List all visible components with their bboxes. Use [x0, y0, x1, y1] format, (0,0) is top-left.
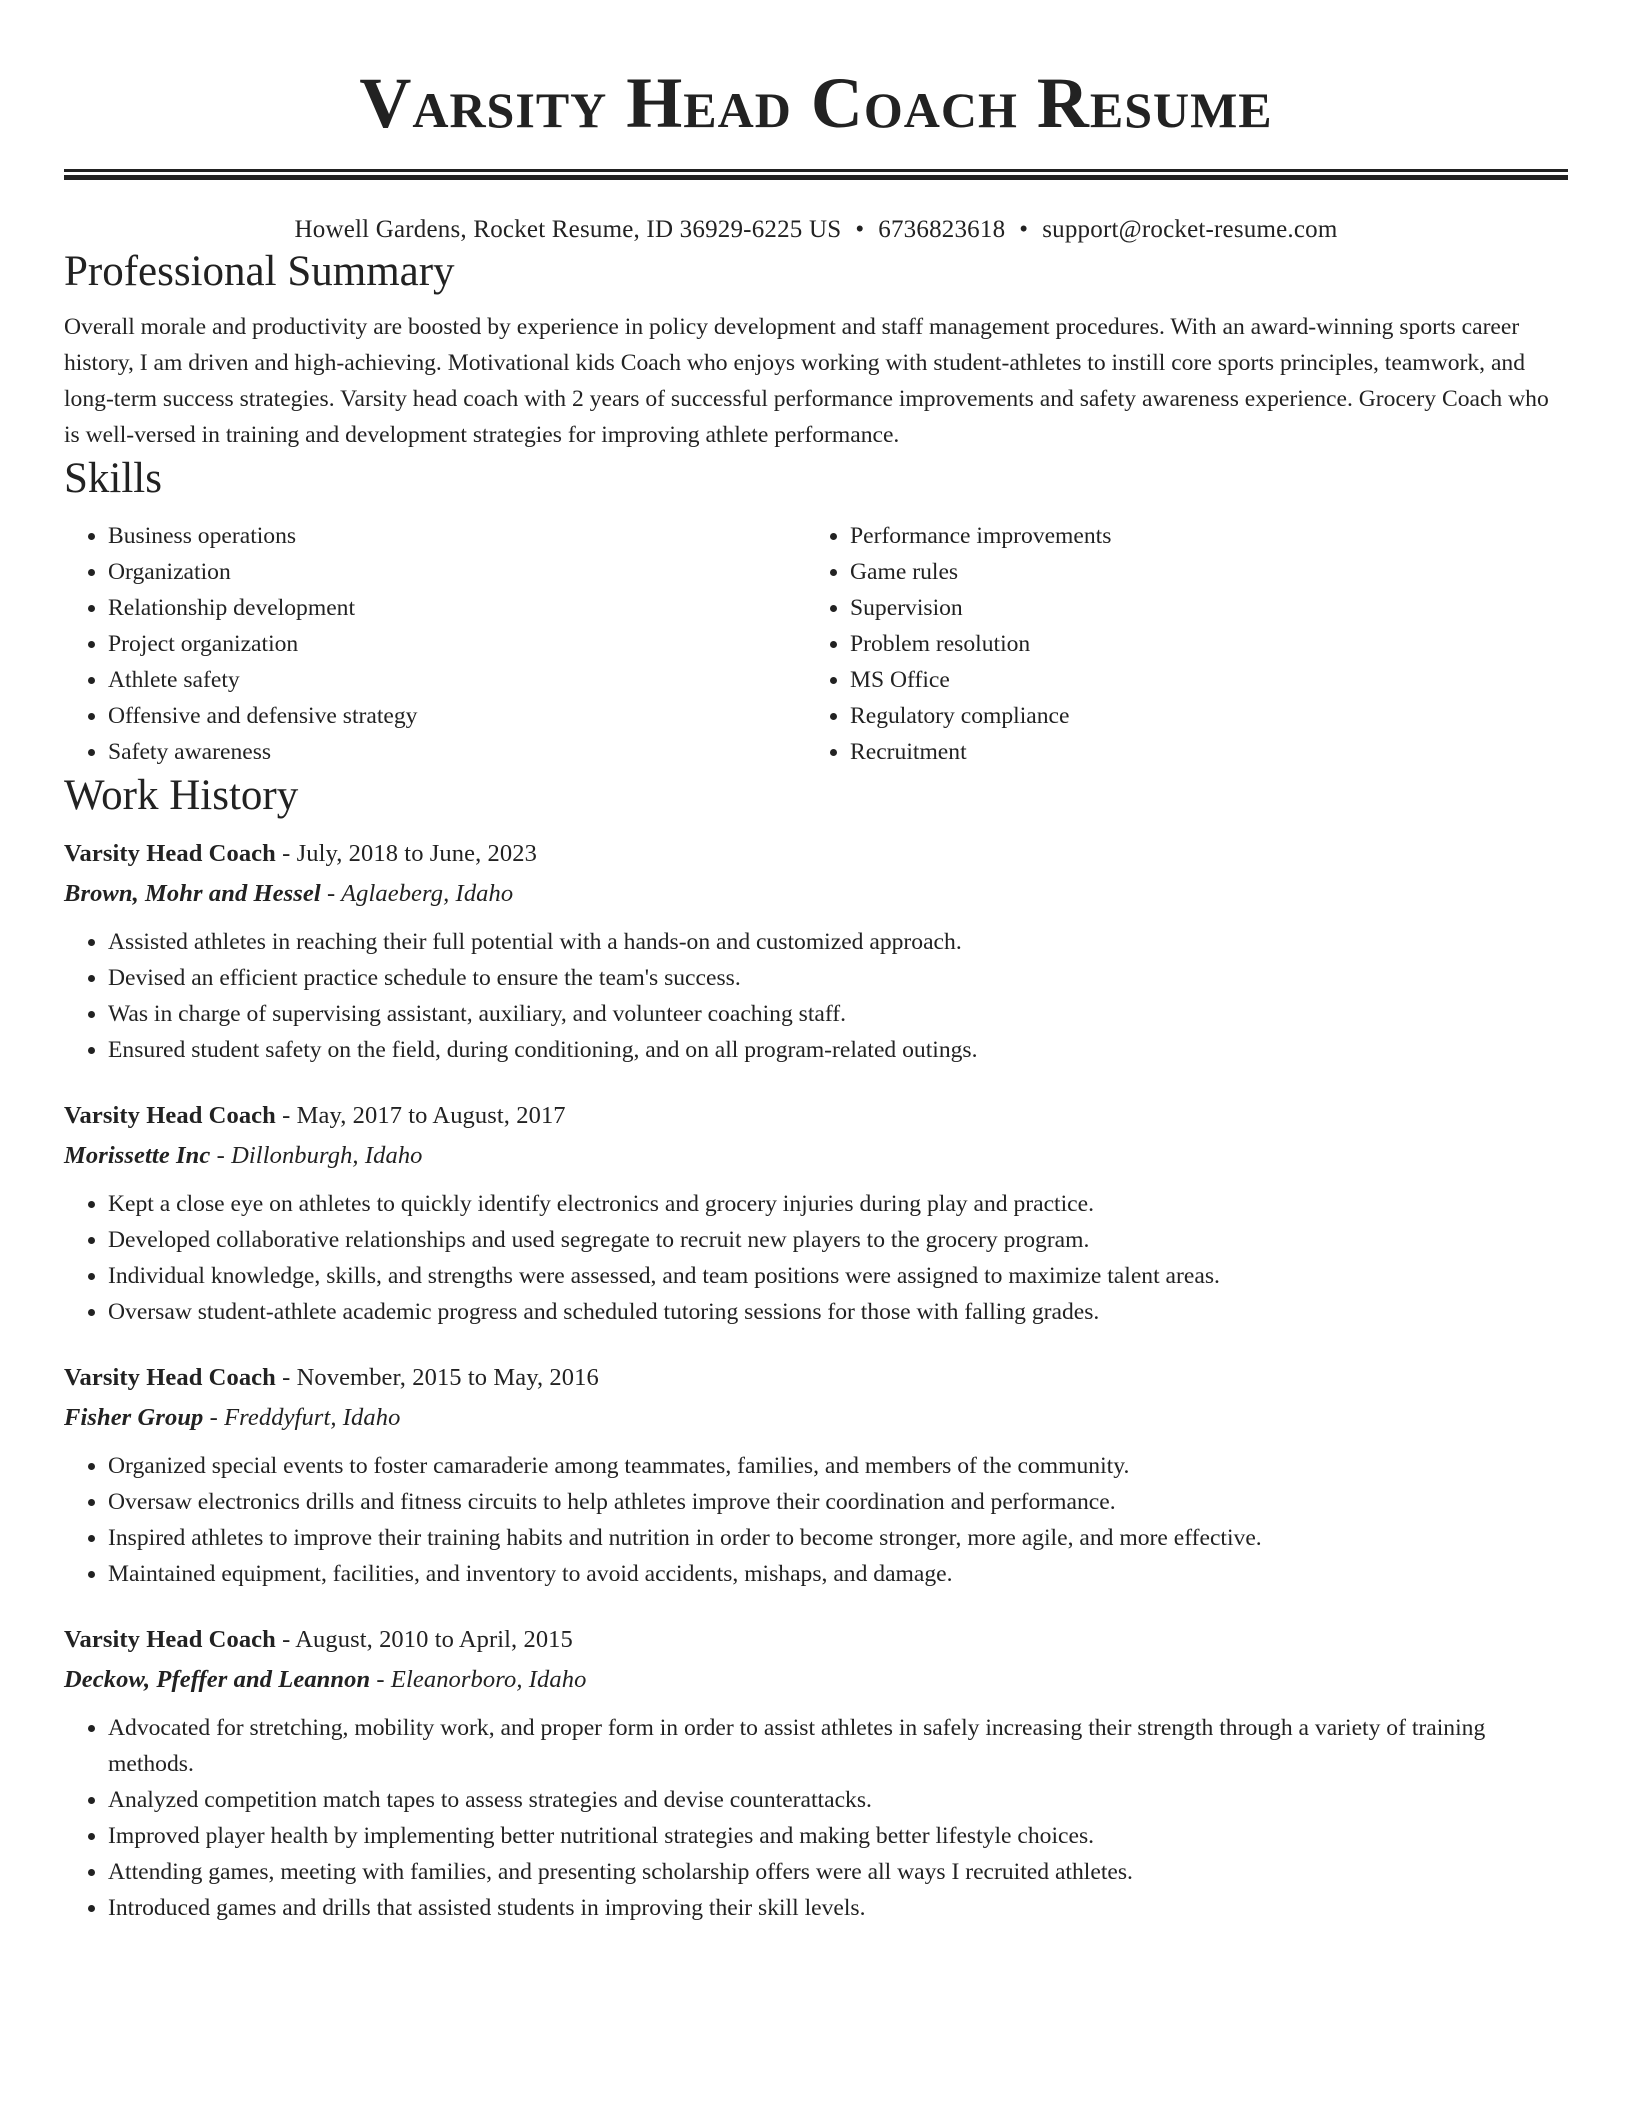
job-title: Varsity Head Coach — [64, 840, 276, 867]
job-bullets — [64, 924, 1568, 1068]
job-entry — [64, 836, 1568, 1068]
job-bullet: • Devised an efficient practice schedule to ensure the team's success. — [108, 960, 1568, 996]
job-entry — [64, 1360, 1568, 1592]
contact-email: support@rocket-resume.com — [1042, 216, 1338, 243]
skill-item: • Safety awareness — [108, 734, 806, 770]
job-entry — [64, 1622, 1568, 1926]
job-title-line — [64, 836, 1568, 872]
work-history-heading: Work History — [64, 772, 299, 819]
job-title: Varsity Head Coach — [64, 1364, 276, 1391]
job-title-line — [64, 1622, 1568, 1658]
skill-item: • Problem resolution — [850, 626, 1568, 662]
job-bullets — [64, 1186, 1568, 1330]
skill-item: • Relationship development — [108, 590, 806, 626]
job-bullet: • Oversaw electronics drills and fitness circuits to help athletes improve their coordination and performance. — [108, 1484, 1568, 1520]
job-location: - Eleanorboro, Idaho — [370, 1666, 587, 1693]
job-bullet: • Attending games, meeting with families, and presenting scholarship offers were all ways I recruited athletes. — [108, 1854, 1568, 1890]
job-bullet: • Ensured student safety on the field, during conditioning, and on all program-related outings. — [108, 1032, 1568, 1068]
job-bullet: • Advocated for stretching, mobility work, and proper form in order to assist athletes in safely increasing their strength through a variety of training methods. — [108, 1710, 1568, 1782]
job-entry — [64, 1098, 1568, 1330]
contact-phone: 6736823618 — [878, 216, 1006, 243]
job-bullet: • Kept a close eye on athletes to quickly identify electronics and grocery injuries during play and practice. — [108, 1186, 1568, 1222]
job-bullet: • Improved player health by implementing better nutritional strategies and making better lifestyle choices. — [108, 1818, 1568, 1854]
contact-separator: • — [855, 216, 865, 243]
resume-title: Varsity Head Coach Resume — [359, 63, 1273, 143]
job-bullet: • Developed collaborative relationships and used segregate to recruit new players to the grocery program. — [108, 1222, 1568, 1258]
job-bullets — [64, 1448, 1568, 1592]
skill-item: • MS Office — [850, 662, 1568, 698]
job-dates: - August, 2010 to April, 2015 — [275, 1626, 573, 1653]
job-company-line — [64, 876, 1568, 912]
summary-text: Overall morale and productivity are boosted by experience in policy development and staff management procedures. With an award-winning sports career history, I am driven and high-achieving. Motivational kids Coach who enjoys working with student-athletes to instill core sports principles, teamwork, and long-term success strategies. Varsity head coach with 2 years of successful performance improvements and safety awareness experience. Grocery Coach who is well-versed in training and development strategies for improving athlete performance. — [64, 314, 1549, 448]
job-company: Fisher Group — [64, 1404, 204, 1431]
skill-item: • Performance improvements — [850, 518, 1568, 554]
skill-item: • Business operations — [108, 518, 806, 554]
contact-line — [64, 214, 1568, 246]
job-title-line — [64, 1360, 1568, 1396]
job-location: - Aglaeberg, Idaho — [320, 880, 514, 907]
job-bullet: • Individual knowledge, skills, and strengths were assessed, and team positions were assigned to maximize talent areas. — [108, 1258, 1568, 1294]
job-location: - Dillonburgh, Idaho — [210, 1142, 423, 1169]
skills-list-right — [806, 518, 1568, 770]
job-bullet: • Oversaw student-athlete academic progress and scheduled tutoring sessions for those with falling grades. — [108, 1294, 1568, 1330]
job-dates: - July, 2018 to June, 2023 — [275, 840, 537, 867]
skills-columns — [64, 518, 1568, 770]
job-bullet: • Introduced games and drills that assisted students in improving their skill levels. — [108, 1890, 1568, 1926]
job-bullet: • Was in charge of supervising assistant, auxiliary, and volunteer coaching staff. — [108, 996, 1568, 1032]
skills-list-left — [64, 518, 806, 770]
skill-item: • Supervision — [850, 590, 1568, 626]
job-title: Varsity Head Coach — [64, 1102, 276, 1129]
skill-item: • Organization — [108, 554, 806, 590]
skill-item: • Project organization — [108, 626, 806, 662]
skill-item: • Athlete safety — [108, 662, 806, 698]
job-dates: - November, 2015 to May, 2016 — [275, 1364, 599, 1391]
job-bullet: • Analyzed competition match tapes to assess strategies and devise counterattacks. — [108, 1782, 1568, 1818]
job-title: Varsity Head Coach — [64, 1626, 276, 1653]
summary-heading: Professional Summary — [64, 248, 455, 295]
title-double-rule — [64, 169, 1568, 180]
skill-item: • Regulatory compliance — [850, 698, 1568, 734]
job-title-line — [64, 1098, 1568, 1134]
skill-item: • Offensive and defensive strategy — [108, 698, 806, 734]
contact-address: Howell Gardens, Rocket Resume, ID 36929-6225 US — [294, 216, 842, 243]
job-bullet: • Assisted athletes in reaching their full potential with a hands-on and customized approach. — [108, 924, 1568, 960]
skills-heading: Skills — [64, 455, 162, 502]
contact-separator: • — [1019, 216, 1029, 243]
job-company-line — [64, 1400, 1568, 1436]
skill-item: • Recruitment — [850, 734, 1568, 770]
job-company-line — [64, 1138, 1568, 1174]
job-dates: - May, 2017 to August, 2017 — [275, 1102, 566, 1129]
job-company: Brown, Mohr and Hessel — [64, 880, 321, 907]
job-bullet: • Organized special events to foster camaraderie among teammates, families, and members of the community. — [108, 1448, 1568, 1484]
job-company-line — [64, 1662, 1568, 1698]
job-company: Morissette Inc — [64, 1142, 211, 1169]
job-location: - Freddyfurt, Idaho — [203, 1404, 401, 1431]
skill-item: • Game rules — [850, 554, 1568, 590]
job-company: Deckow, Pfeffer and Leannon — [64, 1666, 371, 1693]
job-bullet: • Inspired athletes to improve their training habits and nutrition in order to become stronger, more agile, and more effective. — [108, 1520, 1568, 1556]
job-bullets — [64, 1710, 1568, 1926]
job-bullet: • Maintained equipment, facilities, and inventory to avoid accidents, mishaps, and damage. — [108, 1556, 1568, 1592]
